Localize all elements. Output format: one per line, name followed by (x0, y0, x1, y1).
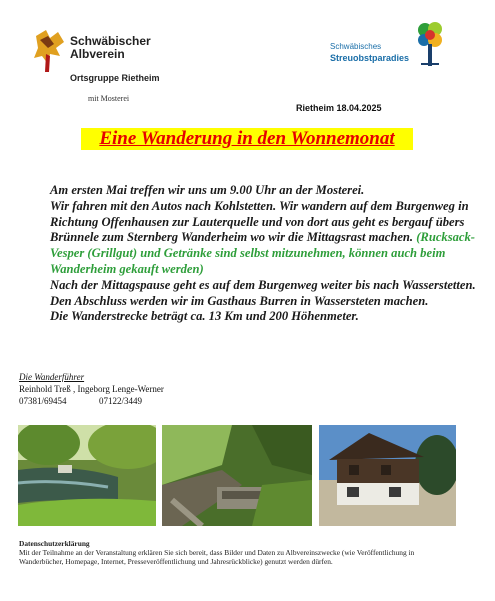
announcement-text (50, 183, 485, 325)
streuobstparadies-logo (330, 20, 450, 74)
albverein-logo (30, 26, 170, 106)
org-local-group: Ortsgruppe Rietheim (70, 73, 160, 83)
org-name-line2: Albverein (70, 47, 125, 61)
stone-trough-photo (162, 425, 312, 526)
guides-block (19, 371, 164, 407)
guides-label: Die Wanderführer (19, 372, 85, 382)
tree-icon (416, 20, 444, 68)
org-name (70, 35, 151, 61)
privacy-title: Datenschutzerklärung (19, 539, 90, 548)
river-pond-photo (18, 425, 156, 526)
date-line: Rietheim 18.04.2025 (296, 103, 382, 113)
privacy-notice (19, 539, 459, 567)
paragraph-closing: Den Abschluss werden wir im Gasthaus Burren in Wassersteten machen. (50, 293, 429, 308)
guide-phone-2: 07122/3449 (99, 396, 143, 406)
partner-line2: Streuobstparadies (330, 53, 410, 63)
route-text: Wir fahren mit den Autos nach Kohlstetten. Wir wandern auf dem Burgenweg in Richtung Offenhausen zur Lauterquelle und von dort aus geht es bergauf übers Brünnele zum Sternberg Wanderheim wo wir die Mittagsrast machen. (50, 198, 469, 245)
paragraph-distance: Die Wanderstrecke beträgt ca. 13 Km und 200 Höhenmeter. (50, 309, 359, 324)
provisions-note: (Rucksack-Vesper (Grillgut) und Getränke sind selbst mitzunehmen, können auch beim Wanderheim gekauft werden) (50, 230, 475, 276)
org-name-line1: Schwäbischer (70, 34, 151, 48)
wanderheim-house-photo (319, 425, 456, 526)
paragraph-afternoon: Nach der Mittagspause geht es auf dem Burgenweg weiter bis nach Wasserstetten. (50, 277, 476, 292)
privacy-text: Mit der Teilnahme an der Veranstaltung erklären Sie sich bereit, dass Bilder und Daten zu Albvereinszwecke (wie Veröffentlichung in Wanderbücher, Homepage, Internet, Presseveröffentlichung und Jahresrückblicke) genutzt werden dürfen. (19, 548, 415, 567)
guide-phone-1: 07381/69454 (19, 396, 67, 406)
paragraph-meeting: Am ersten Mai treffen wir uns um 9.00 Uhr an der Mosterei. (50, 183, 365, 197)
mosterei-note: mit Mosterei (88, 94, 130, 103)
guides-names: Reinhold Treß , Ingeborg Lenge-Werner (19, 384, 164, 394)
albverein-emblem-icon (30, 26, 68, 74)
partner-line1: Schwäbisches (330, 42, 382, 51)
headline: Eine Wanderung in den Wonnemonat (81, 128, 413, 150)
paragraph-route (50, 199, 485, 278)
guides-phones (19, 396, 142, 406)
